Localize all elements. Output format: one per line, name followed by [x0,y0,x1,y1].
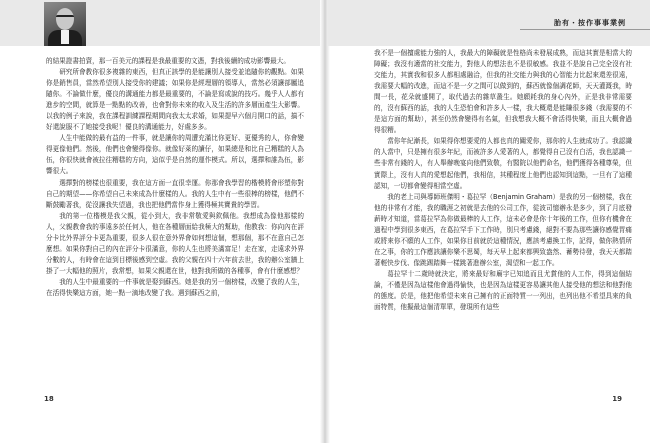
left-body-text [46,56,304,299]
paragraph: 當你年紀漸長，如果得你想要愛的人都也真的關愛你，那你的人生就成功了。我認識的人當中，只是擁有很多年紀，而被許多人愛著的人，都覺得自己沒有白活，我也認識一些非常有錢的人，有人舉辦晚宴向他們致敬，有醫院以他們命名，他們獲得各種尊榮，但實際上，沒有人真的愛想起他們，我相信，其種程度上他們也認知到這點，一旦有了這種認知，一切都會變得相當空虛。 [374,137,632,190]
paragraph: 選擇對的榜樣也很重要，我在這方面一直很幸運。你那會我學習的楷模將會形塑你對自己的期望——你希望自己未來成為什麼樣的人。我的人生中有一些很棒的榜樣，他們不斷鼓勵著我，從沒讓我失望過，我也把他們當作身上獲得極其寶貴的學習。 [46,178,304,209]
paragraph: 研究所會教你很多複雜的東西，但真正該學的是能讓別人接受並追隨你的觀點。如果你是銷售員，當然希望別人接受你的建議；如果你是經理層的領導人，當然必須讓部屬追隨你。不論做什麼，優良的溝通能力都是最重要的，不論是寫或說的技巧。幾乎人人都有進步的空間，就算是一點點的改善，也會對你未來的收入及生活的許多層面產生大影響。以我的例子來說，我在課程訓練課程期間向我太太求婚，如果提早六個月開口的話，搞不好還說服不了她接受我呢！優良的溝通能力，好處多多。 [46,68,304,132]
right-body-text [374,48,632,313]
header-rule [520,29,650,30]
paragraph: 的結果證書拍賣，那一百美元的課程是我最重要的文憑，對我後續的成功影響最大。 [46,57,290,65]
portrait-photo [44,2,86,46]
paragraph: 我的第一位楷模是我父親，從小到大，我非常敬愛與欽佩他。我想成為像他那樣的人，父親教會我的事遠多於任何人，他在各種層面給我極大的幫助，他教我：你向內在評分卡比外界評分卡更為重要，很多人很在意外界會如何想這個，想那個，那不在意自己怎麼想。如果你對自己的內在評分卡很滿意，你的人生也將美滿富足！走在家，走遠求外界分數的人，有時會在這到目標後感到空虛。我的父親在四十六年前去世，我的辦公室牆上掛了一大幅他的照片，我常想，如果父親還在世，他對我所做的各種事，會有什麼感想？ [46,211,304,275]
paragraph: 葛拉罕十二歲時就決定，將來最好和廟宇已知追而且尤賞他的人工作，得到這個結論，不僅是因為這樣他會過得愉快，也是因為這樣更容易讓其他人接受他的想法和他對他的態度。於是，他把他希望未來自己擁有的正面特質一一列出，也列出他不希望具來的負面特質，他擬最這個清單單，發現所有這些 [374,269,632,312]
left-page [0,0,322,443]
right-page-number: 19 [612,395,622,403]
paragraph: 人生中能做的最有益的一件事，就是讓你的周遭充滿比你更好、更優秀的人，你會變得更像他們。然後，他們也會變得像你。就像好萊的讀仔，如果總是和比自己糟糕的人為伍，你很快就會被拉往糟糕的方向，這似乎是自然的運作模式。所以，選擇和誰為伍，影響很大。 [46,134,304,176]
paragraph: 我的老上司與導師班傑明・葛拉罕（Benjamin Graham）是我的另一個榜樣，我在他的非常有才能，我的職涯之初就是去他的公司工作，從波司憶辦永是多少，到了月底發薪時才知道，當葛拉罕為你做最棒的人工作，這未必會是你十年後的工作，但你有機會在過程中學到很多東西，在葛拉罕手下工作時，別只考慮錢，絕對不要為那些讓你感覺胃痛或將來你不願的人工作，如果你目前就於這種情況，應該考慮換工作，記得，做你熱情所在之事，你的工作應該讓你樂不思蜀，每天早上起來都興致盎然、蓄勢待發，我天天都踏著輕快步伐、像跳踢踏舞一樣跳著進辦公室，渴望和一起工作。 [374,192,632,267]
left-page-number: 18 [44,395,54,403]
running-header: 胎有・按作事事業例 [554,19,626,27]
right-page [328,0,650,443]
paragraph: 我不是一個擅處能力強的人，我最大的障礙就是性格尚未發展成熟，而這其實是相當大的障礙；我沒有適當的社交能力，對他人的想法也不是很敏感。我並不是說自己完全沒有社交能力，其實我和很多人都相處融洽，但我的社交能力與我的心智能力比起來還差很遠，我需要大幅的改進，而這不是一夕之間可以做到的，蘇西就像個調花師，天天灌溉我，時間一長，花朵就盛開了，取代過去的雜草叢生。她願耗我的身心內外，正是我非常需要的，沒有蘇西的話，我的人生恐怕會和許多人一樣，我大概還是能賺很多錢（我需要的不是這方面的幫助），甚至仍然會變得有名氣，但我想我大概不會活得快樂，而且大概會過得很糟。 [374,49,632,135]
paragraph: 我的人生中最重要的一件事就是娶到蘇西。她是我的另一個榜樣，改變了我的人生，在活得快樂這方面，她一點一滴地改變了我。遇到蘇西之前， [46,277,304,297]
